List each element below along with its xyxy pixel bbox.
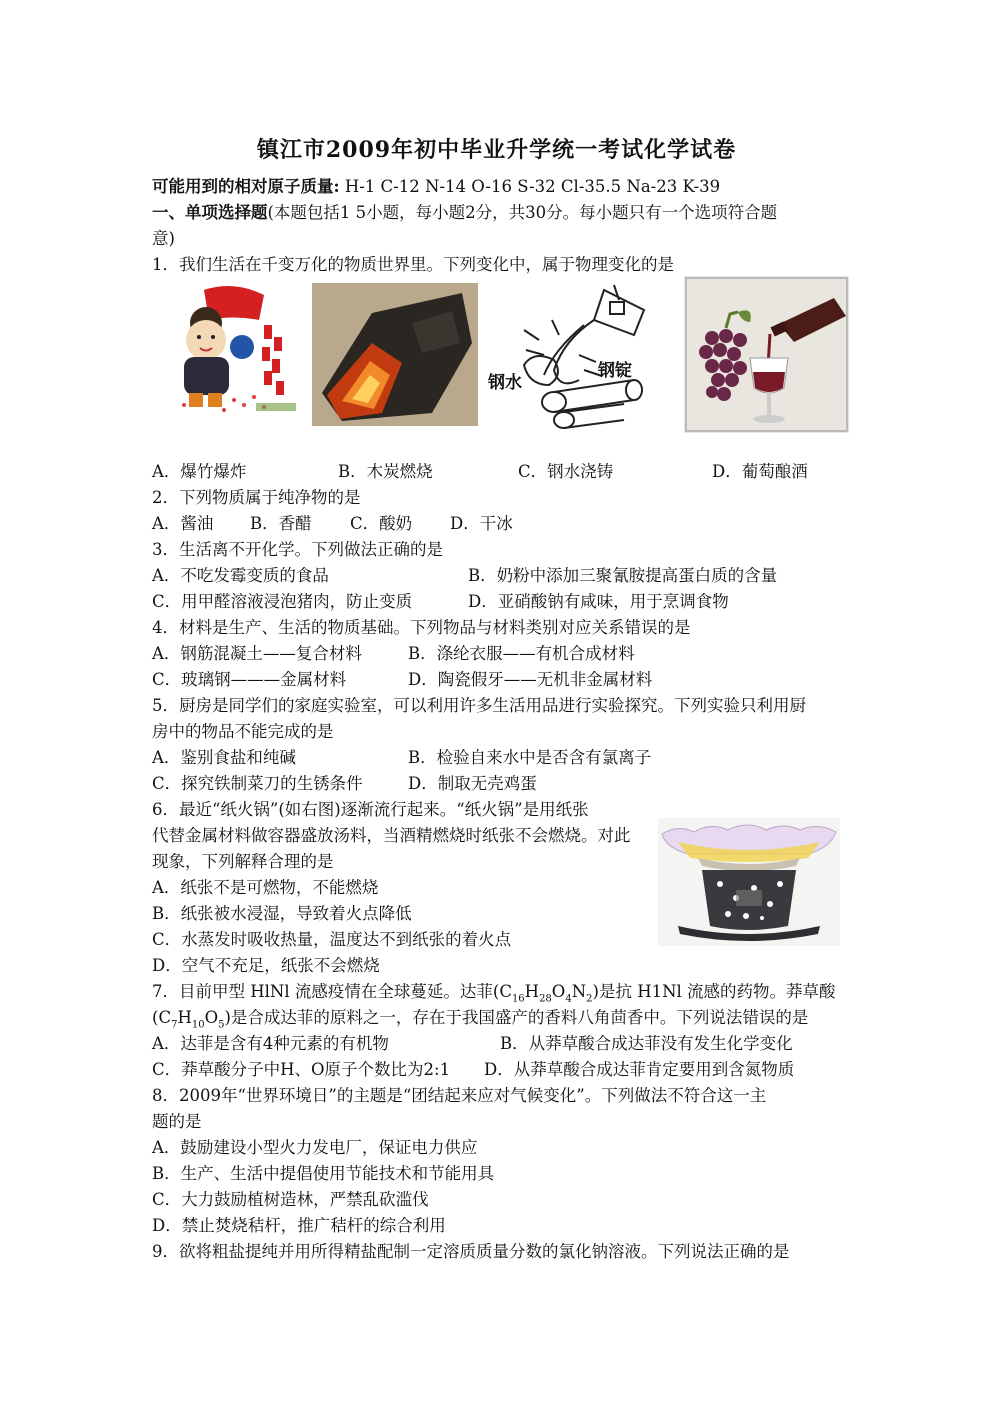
atomic-masses-values: H-1 C-12 N-14 O-16 S-32 Cl-35.5 Na-23 K-39	[344, 177, 721, 196]
paper-hotpot-image	[658, 818, 840, 946]
q2-option-a: A．酱油	[152, 514, 214, 533]
q7-stem-line1	[152, 981, 852, 1010]
steel-ingot-label: 钢锭	[598, 361, 632, 381]
q1-option-d: D．葡萄酿酒	[712, 462, 808, 481]
atomic-masses-line	[152, 176, 852, 198]
q4-option-b: B．涤纶衣服——有机合成材料	[408, 644, 635, 663]
q7-option-c: C．莽草酸分子中H、O原子个数比为2:1	[152, 1060, 451, 1079]
formula-shikimic-acid: $C_7H_{10}O_5$	[158, 1008, 225, 1031]
q5-option-c: C．探究铁制菜刀的生锈条件	[152, 774, 363, 793]
q3-stem: 3．生活离不开化学。下列做法正确的是	[152, 540, 443, 559]
q3-option-d: D．亚硝酸钠有咸味，用于烹调食物	[468, 592, 729, 611]
q1-stem: 1．我们生活在千变万化的物质世界里。下列变化中，属于物理变化的是	[152, 255, 674, 274]
q9-stem: 9．欲将粗盐提纯并用所得精盐配制一定溶质质量分数的氯化钠溶液。下列说法正确的是	[152, 1242, 790, 1261]
q2-option-b: B．香醋	[250, 514, 312, 533]
q7-stem2-post: 是合成达菲的原料之一，存在于我国盛产的香料八角茴香中。下列说法错误的是	[230, 1008, 809, 1027]
q5-option-b: B．检验自来水中是否含有氯离子	[408, 748, 652, 767]
q5-stem-line2: 房中的物品不能完成的是	[152, 722, 334, 741]
q4-option-a: A．钢筋混凝土——复合材料	[152, 644, 362, 663]
q7-option-a: A．达菲是含有4种元素的有机物	[152, 1034, 389, 1053]
q2-option-c: C．酸奶	[350, 514, 413, 533]
formula-tamiflu: $C_{16}H_{28}O_4N_2$	[499, 982, 593, 1005]
firecracker-image	[164, 285, 304, 420]
section1-heading: 一、单项选择题	[152, 203, 268, 222]
q6-option-b: B．纸张被水浸湿，导致着火点降低	[152, 904, 412, 923]
q1-option-a: A．爆竹爆炸	[152, 462, 247, 481]
steel-water-label: 钢水	[488, 373, 522, 393]
q6-option-d: D．空气不充足，纸张不会燃烧	[152, 956, 380, 975]
q8-stem-line2: 题的是	[152, 1112, 202, 1131]
q3-option-c: C．用甲醛溶液浸泡猪肉，防止变质	[152, 592, 413, 611]
page-title: 镇江市2009年初中毕业升学统一考试化学试卷	[256, 137, 737, 163]
q8-option-a: A．鼓励建设小型火力发电厂，保证电力供应	[152, 1138, 478, 1157]
q7-stem-pre: 7．目前甲型 HlNl 流感疫情在全球蔓延。达菲(	[152, 982, 500, 1001]
q8-option-c: C．大力鼓励植树造林，严禁乱砍滥伐	[152, 1190, 429, 1209]
q3-option-b: B．奶粉中添加三聚氰胺提高蛋白质的含量	[468, 566, 778, 585]
q8-option-d: D．禁止焚烧秸杆，推广秸杆的综合利用	[152, 1216, 446, 1235]
q6-stem-line2: 代替金属材料做容器盛放汤料，当酒精燃烧时纸张不会燃烧。对此	[152, 826, 631, 845]
q5-option-d: D．制取无壳鸡蛋	[408, 774, 537, 793]
q6-stem-line1: 6．最近“纸火锅”(如右图)逐渐流行起来。“纸火锅”是用纸张	[152, 800, 589, 819]
section1-heading-line	[152, 202, 852, 224]
q6-option-a: A．纸张不是可燃物，不能燃烧	[152, 878, 379, 897]
q6-option-c: C．水蒸发时吸收热量，温度达不到纸张的着火点	[152, 930, 512, 949]
q2-option-d: D．干冰	[450, 514, 513, 533]
q7-stem-line2: $(C_7H_{10}O_5)$是合成达菲的原料之一，存在于我国盛产的香料八角茴香中。下列说法错误的是	[152, 1008, 809, 1031]
q2-stem: 2．下列物质属于纯净物的是	[152, 488, 361, 507]
q4-option-d: D．陶瓷假牙——无机非金属材料	[408, 670, 653, 689]
q1-option-b: B．木炭燃烧	[338, 462, 433, 481]
atomic-masses-label: 可能用到的相对原子质量:	[152, 177, 340, 196]
q1-option-c: C．钢水浇铸	[518, 462, 614, 481]
wine-pouring-image	[684, 276, 849, 433]
q7-option-d: D．从莽草酸合成达菲肯定要用到含氮物质	[484, 1060, 795, 1079]
q5-option-a: A．鉴别食盐和纯碱	[152, 748, 296, 767]
q4-stem: 4．材料是生产、生活的物质基础。下列物品与材料类别对应关系错误的是	[152, 618, 691, 637]
q7-option-b: B．从莽草酸合成达菲没有发生化学变化	[500, 1034, 793, 1053]
section1-desc-cont: 意)	[152, 229, 175, 248]
q7-stem-post: )是抗 H1Nl 流感的药物。莽草酸	[592, 982, 836, 1001]
section1-desc: (本题包括1 5小题，每小题2分，共30分。每小题只有一个选项符合题	[267, 203, 778, 222]
q5-stem-line1: 5．厨房是同学们的家庭实验室，可以利用许多生活用品进行实验探究。下列实验只利用厨	[152, 696, 806, 715]
q6-stem-line3: 现象，下列解释合理的是	[152, 852, 334, 871]
steel-casting-diagram	[484, 280, 656, 430]
q8-stem-line1: 8．2009年“世界环境日”的主题是“团结起来应对气候变化”。下列做法不符合这一主	[152, 1086, 767, 1105]
charcoal-burning-image	[312, 283, 478, 426]
q4-option-c: C．玻璃钢———金属材料	[152, 670, 347, 689]
q8-option-b: B．生产、生活中提倡使用节能技术和节能用具	[152, 1164, 495, 1183]
q3-option-a: A．不吃发霉变质的食品	[152, 566, 329, 585]
